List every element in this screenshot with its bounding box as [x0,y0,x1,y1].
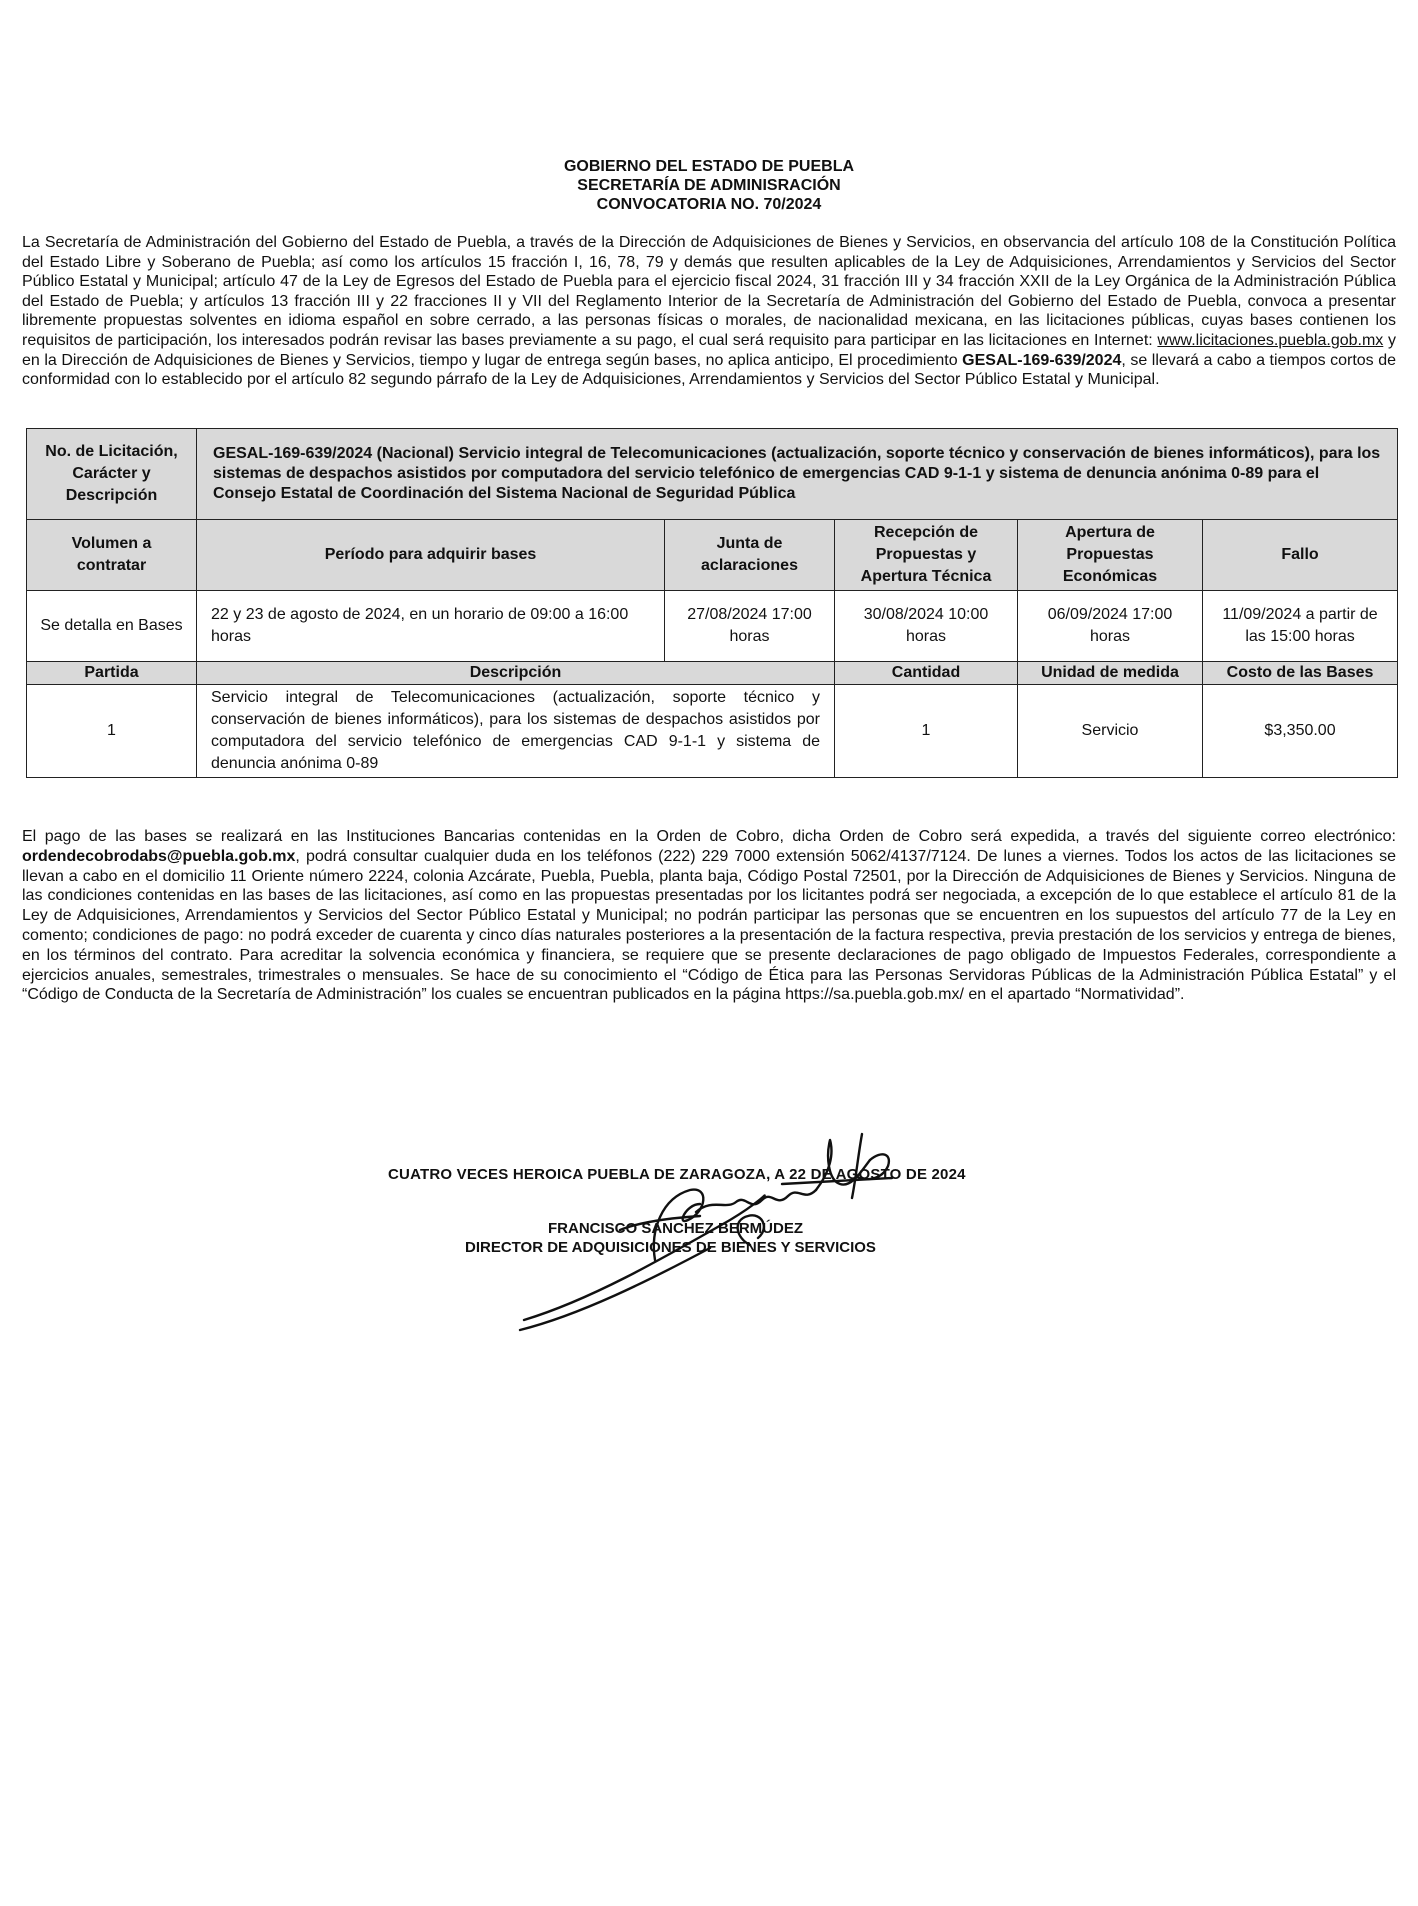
licitacion-description-row [27,429,1398,520]
licitacion-table [26,428,1398,778]
licitacion-description: GESAL-169-639/2024 (Nacional) Servicio integral de Telecomunicaciones (actualización, soporte técnico y conservación de bienes informáticos), para los sistemas de despachos asistidos por computadora del servicio telefónico de emergencias CAD 9-1-1 y sistema de denuncia anónima 0-89 para el Consejo Estatal de Coordinación del Sistema Nacional de Seguridad Pública [197,429,1398,520]
header-costo: Costo de las Bases [1203,662,1398,685]
header-fallo: Fallo [1203,520,1398,591]
payment-email: ordendecobrodabs@puebla.gob.mx [22,847,296,865]
header-recepcion: Recepción de Propuestas y Apertura Técnica [835,520,1018,591]
table-row [27,685,1398,778]
item-cantidad: 1 [835,685,1018,778]
signatory-name: FRANCISCO SÁNCHEZ BERMÚDEZ [548,1220,803,1237]
payment-text-b: , podrá consultar cualquier duda en los teléfonos (222) 229 7000 extensión 5062/4137/7124. De lunes a viernes. Todos los actos de las licitaciones se llevan a cabo en el domicilio 11 Oriente número 2224, colonia Azcárate, Puebla, Puebla, planta baja, Código Postal 72501, por la Dirección de Adquisiciones de Bienes y Servicios. Ninguna de las condiciones contenidas en las bases de las licitaciones, así como en las propuestas presentadas por los licitantes podrá ser negociada, a excepción de lo que establece el artículo 81 de la Ley de Adquisiciones, Arrendamientos y Servicios del Sector Público Estatal y Municipal; no podrán participar las personas que se encuentren en los supuestos del artículo 77 de la Ley en comento; condiciones de pago: no podrá exceder de cuarenta y cinco días naturales posteriores a la presentación de la factura respectiva, previa prestación de los servicios y entrega de bienes, en los términos del contrato. Para acreditar la solvencia económica y financiera, se requiere que se presente declaraciones de pago obligado de Impuestos Federales, correspondiente a ejercicios anuales, semestrales, trimestrales o mensuales. Se hace de su conocimiento el “Código de Ética para las Personas Servidoras Públicas de la Administración Pública Estatal” y el “Código de Conducta de la Secretaría de Administración” los cuales se encuentran publicados en la página https://sa.puebla.gob.mx/ en el apartado “Normatividad”. [22,847,1396,1004]
item-partida: 1 [27,685,197,778]
header-secretariat: SECRETARÍA DE ADMINISRACIÓN [577,177,841,194]
place-date: CUATRO VECES HEROICA PUEBLA DE ZARAGOZA, A 22 DE AGOSTO DE 2024 [388,1166,966,1183]
items-header-row [27,662,1398,685]
header-apertura: Apertura de Propuestas Económicas [1018,520,1203,591]
schedule-header-row [27,520,1398,591]
value-periodo: 22 y 23 de agosto de 2024, en un horario de 09:00 a 16:00 horas [197,591,665,662]
signatory-role: DIRECTOR DE ADQUISICIONES DE BIENES Y SERVICIOS [465,1239,876,1256]
schedule-values-row [27,591,1398,662]
value-apertura: 06/09/2024 17:00 horas [1018,591,1203,662]
licitaciones-link[interactable]: www.licitaciones.puebla.gob.mx [1157,331,1384,349]
header-volumen: Volumen a contratar [27,520,197,591]
intro-paragraph [22,233,1396,390]
item-unidad: Servicio [1018,685,1203,778]
intro-text-c: , se llevará a cabo a tiempos cortos de conformidad con lo establecido por el artículo 82 segundo párrafo de la Ley de Adquisiciones, Arrendamientos y Servicios del Sector Público Estatal y Municipal. [22,351,1396,389]
licitacion-label: No. de Licitación, Carácter y Descripción [27,429,197,520]
value-volumen: Se detalla en Bases [27,591,197,662]
payment-text-a: El pago de las bases se realizará en las Instituciones Bancarias contenidas en la Orden de Cobro, dicha Orden de Cobro será expedida, a través del siguiente correo electrónico: [22,828,1396,845]
header-convocatoria: CONVOCATORIA NO. 70/2024 [596,196,822,213]
header-cantidad: Cantidad [835,662,1018,685]
header-government: GOBIERNO DEL ESTADO DE PUEBLA [563,158,855,175]
value-fallo: 11/09/2024 a partir de las 15:00 horas [1203,591,1398,662]
handwritten-signature [500,1120,950,1340]
value-junta: 27/08/2024 17:00 horas [665,591,835,662]
header-descripcion: Descripción [197,662,835,685]
document-header [0,157,1418,214]
item-costo: $3,350.00 [1203,685,1398,778]
intro-text-b: y en la Dirección de Adquisiciones de Bienes y Servicios, tiempo y lugar de entrega según bases, no aplica anticipo, El procedimiento [22,331,1396,369]
intro-text-a: La Secretaría de Administración del Gobierno del Estado de Puebla, a través de la Dirección de Adquisiciones de Bienes y Servicios, en observancia del artículo 108 de la Constitución Política del Estado Libre y Soberano de Puebla; así como los artículos 15 fracción I, 16, 78, 79 y demás que resulten aplicables de la Ley de Adquisiciones, Arrendamientos y Servicios del Sector Público Estatal y Municipal; artículo 47 de la Ley de Egresos del Estado de Puebla para el ejercicio fiscal 2024, 31 fracción III y 34 fracción XXII de la Ley Orgánica de la Administración Pública del Estado de Puebla; y artículos 13 fracción III y 22 fracciones II y VII del Reglamento Interior de la Secretaría de Administración del Gobierno del Estado de Puebla, convoca a presentar libremente propuestas solventes en idioma español en sobre cerrado, a las personas físicas o morales, de nacionalidad mexicana, en las licitaciones públicas, cuyas bases contienen los requisitos de participación, los interesados podrán revisar las bases previamente a su pago, el cual será requisito para participar en las licitaciones en Internet: [22,234,1396,349]
payment-paragraph [22,827,1396,1005]
header-periodo: Período para adquirir bases [197,520,665,591]
header-partida: Partida [27,662,197,685]
value-recepcion: 30/08/2024 10:00 horas [835,591,1018,662]
item-descripcion: Servicio integral de Telecomunicaciones (actualización, soporte técnico y conservación de bienes informáticos), para los sistemas de despachos asistidos por computadora del servicio telefónico de emergencias CAD 9-1-1 y sistema de denuncia anónima 0-89 [197,685,835,778]
procedure-code: GESAL-169-639/2024 [962,351,1122,369]
header-junta: Junta de aclaraciones [665,520,835,591]
header-unidad: Unidad de medida [1018,662,1203,685]
